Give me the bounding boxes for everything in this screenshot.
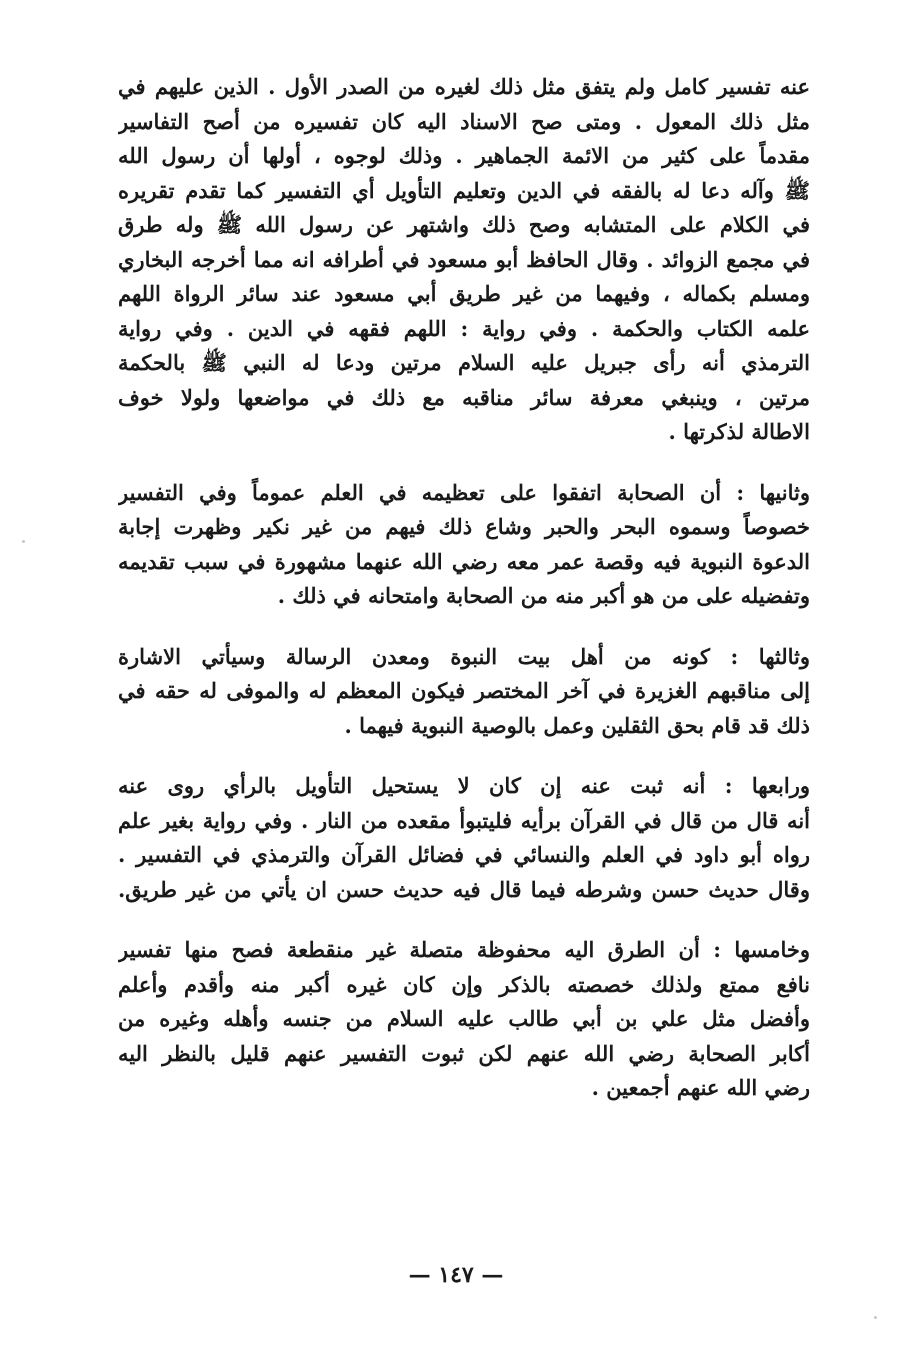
text-line: رواه أبو داود في العلم والنسائي في فضائل القرآن والترمذي في التفسير . — [118, 842, 810, 867]
text-line: وثانيها : أن الصحابة اتفقوا على تعظيمه في العلم عموماً وفي التفسير — [118, 479, 810, 505]
text-line: ومسلم بكماله ، وفيهما من غير طريق أبي مسعود عند سائر الرواة اللهم — [118, 281, 810, 306]
text-line: الترمذي أنه رأى جبريل عليه السلام مرتين ودعا له النبي ﷺ بالحكمة — [118, 350, 810, 375]
text-line: الاطالة لذكرتها . — [668, 419, 810, 444]
paper-speck — [874, 1316, 877, 1319]
text-line: ﷺ وآله دعا له بالفقه في الدين وتعليم التأويل أي التفسير كما تقدم تقريره — [118, 177, 810, 203]
text-line: وقال حديث حسن وشرطه فيما قال فيه حديث حسن ان يأتي من غير طريق. — [118, 876, 810, 902]
text-line: وأفضل مثل علي بن أبي طالب عليه السلام من جنسه وأهله وغيره من — [118, 1006, 810, 1031]
text-line: أنه قال من قال في القرآن برأيه فليتبوأ مقعده من النار . وفي رواية بغير علم — [118, 807, 810, 833]
text-line: وتفضيله على من هو أكبر منه من الصحابة وامتحانه في ذلك . — [277, 583, 810, 608]
paragraph-4 — [118, 769, 810, 907]
text-line: في مجمع الزوائد . وقال الحافظ أبو مسعود في أطرافه انه مما أخرجه البخاري — [118, 246, 810, 272]
text-line: ورابعها : أنه ثبت عنه إن كان لا يستحيل التأويل بالرأي روى عنه — [118, 773, 810, 798]
text-line: رضي الله عنهم أجمعين . — [591, 1075, 810, 1100]
paper-speck — [22, 540, 25, 543]
text-line: نافع ممتع ولذلك خصصته بالذكر وإن كان غيره أكبر منه وأقدم وأعلم — [118, 971, 810, 997]
text-line: وثالثها : كونه من أهل بيت النبوة ومعدن الرسالة وسيأتي الاشارة — [118, 643, 810, 669]
text-line: خصوصاً وسموه البحر والحبر وشاع ذلك فيهم من غير نكير وظهرت إجابة — [118, 514, 810, 539]
page-number: — ١٤٧ — — [408, 1262, 504, 1288]
text-line: علمه الكتاب والحكمة . وفي رواية : اللهم فقهه في الدين . وفي رواية — [118, 315, 810, 341]
text-line: أكابر الصحابة رضي الله عنهم لكن ثبوت التفسير عنهم قليل بالنظر اليه — [118, 1040, 810, 1066]
page-body — [118, 70, 810, 1106]
text-line: مثل ذلك المعول . ومتى صح الاسناد اليه كان تفسيره من أصح التفاسير — [118, 108, 810, 134]
text-line: عنه تفسير كامل ولم يتفق مثل ذلك لغيره من الصدر الأول . الذين عليهم في — [118, 74, 810, 99]
paragraph-1 — [118, 70, 810, 450]
paragraph-3 — [118, 640, 810, 744]
text-line: مقدماً على كثير من الائمة الجماهير . وذلك لوجوه ، أولها أن رسول الله — [118, 143, 810, 168]
text-line: في الكلام على المتشابه وصح ذلك واشتهر عن رسول الله ﷺ وله طرق — [118, 212, 810, 237]
text-line: مرتين ، وينبغي معرفة سائر مناقبه مع ذلك في مواضعها ولولا خوف — [118, 384, 810, 410]
text-line: الدعوة النبوية فيه وقصة عمر معه رضي الله عنهما مشهورة في سبب تقديمه — [118, 548, 810, 574]
text-line: وخامسها : أن الطرق اليه محفوظة متصلة غير منقطعة فصح منها تفسير — [118, 937, 810, 962]
paragraph-5 — [118, 933, 810, 1106]
paragraph-2 — [118, 476, 810, 614]
text-line: ذلك قد قام بحق الثقلين وعمل بالوصية النبوية فيهما . — [344, 712, 810, 738]
text-line: إلى مناقبهم الغزيرة في آخر المختصر فيكون المعظم له والموفى له حقه في — [118, 678, 810, 703]
